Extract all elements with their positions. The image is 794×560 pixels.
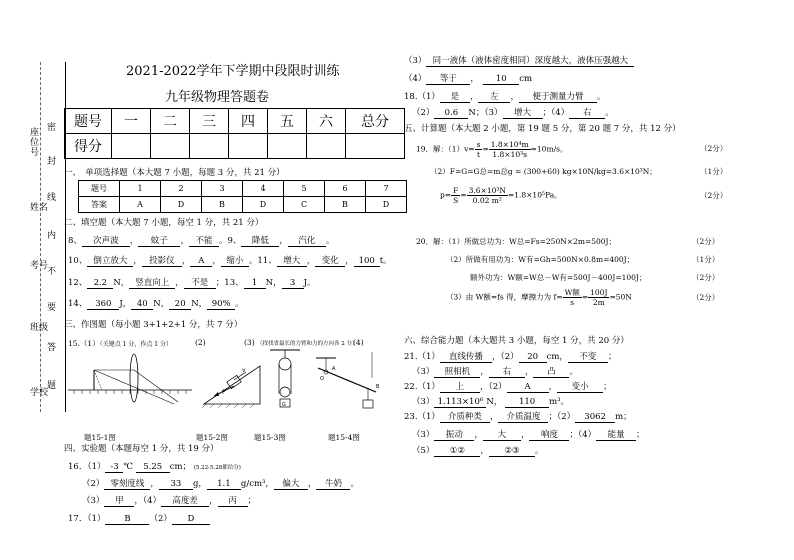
- mc-cell: 7: [366, 181, 407, 197]
- score-cell: 六: [307, 109, 346, 134]
- mc-cell: 4: [243, 181, 284, 197]
- q17-line: 17．（1） B （2） D: [68, 512, 210, 525]
- answer-blank: 上: [440, 380, 480, 393]
- answer-blank: 1.113×10⁶: [434, 397, 486, 408]
- mc-cell: 答案: [79, 197, 120, 213]
- mc-answer: A: [120, 197, 161, 213]
- score-entry[interactable]: [346, 134, 405, 159]
- mc-cell: 2: [161, 181, 202, 197]
- score-cell: 总分: [346, 109, 405, 134]
- label-name: 姓名: [30, 203, 49, 213]
- q20-score4: （2分）: [692, 293, 720, 302]
- pulley-diagram: [268, 348, 302, 412]
- answer-blank: 降低: [241, 234, 279, 247]
- section1-heading: 一、 单项选择题（本大题 7 小题，每题 3 分，共 21 分）: [64, 168, 285, 178]
- score-cell: 四: [229, 109, 268, 134]
- score-cell: 五: [268, 109, 307, 134]
- answer-blank: A: [190, 256, 212, 267]
- score-entry[interactable]: [151, 134, 190, 159]
- answer-blank: 投影仪: [142, 254, 182, 267]
- q21-2-line: （3） 照相机 ， 右 ， 凸 。: [412, 367, 578, 377]
- lens-icon: [130, 354, 138, 402]
- q20-score3: （2分）: [692, 273, 720, 282]
- q23-1-line: 23.（1） 介质种类 ， 介质温度 ；（2） 3062 m；: [404, 412, 632, 422]
- q15-4-label: (4): [353, 338, 364, 347]
- q20-line1: 20．解：（1）所做总功为：W总=Fs=250N×2m=500J；: [416, 237, 617, 246]
- lever-diagram: [310, 348, 384, 412]
- seal-char-3: 线: [47, 193, 57, 203]
- exam-title: 2021-2022学年下学期中段限时训练: [126, 64, 340, 79]
- q21-1-line: 21.（1） 直线传播 ，（2） 20 cm， 不变 ；: [404, 352, 617, 362]
- answer-blank: 高度差: [161, 494, 209, 507]
- mc-cell: 1: [120, 181, 161, 197]
- q15-2-label: (2): [195, 338, 206, 347]
- q17-4-line: （4） 等于 ， 10 cm: [404, 74, 533, 84]
- answer-blank: 不变: [568, 350, 608, 363]
- answer-blank: 变化: [315, 254, 345, 267]
- score-cell: 三: [190, 109, 229, 134]
- incline-diagram: [200, 348, 264, 410]
- label-class: 班级: [30, 323, 49, 333]
- answer-blank: 右: [489, 365, 525, 378]
- answer-blank: 缩小: [221, 254, 249, 267]
- answer-blank: 牛奶: [316, 477, 350, 490]
- answer-blank: 甲: [104, 494, 134, 507]
- section4-heading: 四、实验题（本题每空 1 分，共 19 分）: [64, 444, 219, 454]
- seal-char-1: 密: [47, 123, 57, 133]
- velocity-label: v: [242, 367, 246, 374]
- mc-answer: C: [284, 197, 325, 213]
- q23-2-line: （3） 振动 ， 大 ， 响度 ；（4） 能量 ；: [412, 430, 645, 440]
- answer-blank: D: [172, 514, 210, 525]
- score-entry[interactable]: [112, 134, 151, 159]
- answer-blank: 左: [478, 90, 510, 103]
- q18-2-line: （2） 0.6 N；（3） 增大 ；（4） 右 。: [412, 108, 614, 118]
- q20-line2: （2）所做有用功为：W有=Gh=500N×0.8m=400J；: [446, 255, 635, 264]
- seal-char-8: 题: [47, 381, 57, 391]
- mc-answer: B: [325, 197, 366, 213]
- answer-blank: ②③: [489, 446, 535, 457]
- mc-answer-table: [78, 180, 407, 213]
- q19-score3: （2分）: [700, 191, 728, 200]
- score-entry[interactable]: [268, 134, 307, 159]
- answer-blank: 1.1: [207, 479, 241, 490]
- answer-blank: 10: [483, 74, 519, 85]
- seal-char-6: 要: [47, 303, 57, 313]
- answer-blank: 360: [87, 299, 119, 310]
- q15-label: 15.（1）（关键点 1 分，作点 1 分）: [68, 339, 172, 348]
- answer-blank: 5.25: [136, 462, 170, 473]
- answer-blank: 能量: [596, 428, 636, 441]
- answer-blank: 20: [519, 352, 547, 363]
- answer-blank: 响度: [529, 428, 569, 441]
- score-cell: 一: [112, 109, 151, 134]
- q19-score2: （1分）: [700, 167, 728, 176]
- answer-blank: 同一液体（液体密度相同）深度越大，液体压强越大: [426, 54, 634, 67]
- mc-cell: 题号: [79, 181, 120, 197]
- answer-blank: 20: [169, 299, 191, 310]
- answer-blank: 110: [505, 397, 549, 408]
- section2-heading: 二、填空题（本大题 7 小题，每空 1 分，共 21 分）: [64, 218, 264, 228]
- answer-blank: 倒立放大: [87, 254, 133, 267]
- q23-3-line: （5） ①② ， ②③ 。: [412, 446, 544, 456]
- answer-blank: 33: [159, 479, 193, 490]
- answer-blank: 次声波: [82, 234, 130, 247]
- caption-15-2: 题15-2图: [196, 433, 228, 442]
- q12-line: 12、 2.2 N， 竖直向上 ， 不是 ；13、 1 N， 3 J。: [68, 278, 316, 288]
- weight-label: G: [282, 402, 286, 408]
- answer-blank: 3: [282, 278, 304, 289]
- answer-blank: 凸: [533, 365, 569, 378]
- q16-1-line: 16．（1） -3 ℃ 5.25 cm； (5.22-5.28都给分): [68, 462, 241, 472]
- q14-line: 14、 360 J， 40 N， 20 N， 90% 。: [68, 299, 244, 309]
- seal-char-2: 封: [47, 157, 57, 167]
- score-table: [64, 108, 405, 159]
- answer-blank: 是: [440, 90, 470, 103]
- score-cell: 题号: [65, 109, 112, 134]
- q20-line3: 额外功为：W额=W总－W有=500J－400J=100J；: [470, 273, 647, 282]
- answer-blank: -3: [105, 462, 123, 473]
- mc-answer: D: [161, 197, 202, 213]
- answer-blank: 变小: [557, 380, 603, 393]
- answer-blank: 90%: [207, 299, 235, 310]
- q22-1-line: 22.（1） 上 ，（2） A ， 变小 ；: [404, 382, 612, 392]
- q20-score1: （2分）: [692, 237, 720, 246]
- answer-blank: ①②: [434, 446, 480, 457]
- q17-3-line: （3） 同一液体（液体密度相同）深度越大，液体压强越大: [404, 54, 634, 67]
- answer-blank: 照相机: [434, 365, 480, 378]
- answer-blank: 介质温度: [498, 410, 548, 423]
- mc-cell: 5: [284, 181, 325, 197]
- answer-blank: 直线传播: [440, 350, 492, 363]
- section6-heading: 六、综合能力题（本大题共 3 小题，每空 1 分，共 20 分）: [404, 336, 629, 346]
- answer-blank: 丙: [218, 494, 248, 507]
- answer-blank: 3062: [575, 412, 615, 423]
- answer-blank: 零刻度线: [104, 477, 150, 490]
- answer-blank: 蚊子: [138, 234, 180, 247]
- q19-score1: （2分）: [700, 144, 728, 153]
- answer-blank: 大: [483, 428, 521, 441]
- score-entry[interactable]: [190, 134, 229, 159]
- mc-cell: 3: [202, 181, 243, 197]
- q19-line2: （2）F=G=G总=m总g = (300+60) kg×10N/kg=3.6×10³N；: [430, 167, 657, 176]
- answer-blank: 汽化: [288, 234, 326, 247]
- q20-line4: （3）由 W额=fs 得，摩擦力为 f= $\frac{\text{W额}}{s}$ = $\frac{100J}{2m}$ =50N: [446, 288, 632, 307]
- label-seat-number: 座位号: [30, 128, 40, 158]
- q22-2-line: （3） 1.113×10⁶ N， 110 m³。: [412, 397, 570, 407]
- answer-blank: 右: [569, 106, 605, 119]
- score-entry[interactable]: [307, 134, 346, 159]
- section5-heading: 五、计算题（本大题 2 小题，第 19 题 5 分，第 20 题 7 分，共 12 分）: [404, 124, 681, 134]
- answer-blank: 等于: [426, 72, 470, 85]
- point-b-label: B: [376, 384, 380, 390]
- q16-2-line: （2） 零刻度线 ， 33 g， 1.1 g/cm³， 偏大 ， 牛奶 。: [82, 479, 359, 489]
- answer-blank: 1: [244, 278, 266, 289]
- answer-blank: 增大: [503, 106, 543, 119]
- answer-blank: 0.6: [434, 108, 468, 119]
- seal-char-4: 内: [47, 231, 57, 241]
- answer-blank: 不能: [189, 234, 219, 247]
- answer-blank: 40: [131, 299, 153, 310]
- caption-15-1: 题15-1图: [84, 433, 116, 442]
- q19-line3: p= $\frac{F}{S}$ = $\frac{\text{3.6×10³N}}{\text{0.02 m²}}$ =1.8×10⁵Pa。: [440, 186, 562, 205]
- mc-answer: D: [243, 197, 284, 213]
- pulley-icon: [279, 358, 291, 370]
- answer-blank: 2.2: [87, 278, 113, 289]
- caption-15-3: 题15-3图: [254, 433, 286, 442]
- q15-3-label: (3) （找找省最长的力臂和力的方向各 2 分）: [244, 338, 358, 347]
- seal-char-5: 不: [47, 267, 57, 277]
- force-label: F: [222, 389, 226, 396]
- mc-answer: D: [366, 197, 407, 213]
- exam-subtitle: 九年级物理答题卷: [165, 90, 270, 105]
- pivot-label: O: [320, 376, 324, 382]
- label-school: 学校: [30, 388, 49, 398]
- answer-blank: 介质种类: [440, 410, 490, 423]
- answer-blank: 振动: [434, 428, 474, 441]
- seal-line-left: [40, 62, 42, 412]
- label-exam-number: 考号: [30, 261, 49, 271]
- caption-15-4: 题15-4图: [328, 433, 360, 442]
- answer-blank: A: [507, 382, 549, 393]
- point-a-label: A: [332, 366, 336, 372]
- section3-heading: 三、作图题（每小题 3+1+2+1 分，共 7 分）: [64, 320, 243, 330]
- q16-3-line: （3） 甲 ，（4） 高度差 ， 丙 ；: [82, 496, 257, 506]
- score-entry[interactable]: [229, 134, 268, 159]
- q8-line: 8、 次声波 ， 蚊子 ， 不能 。9、 降低 ， 汽化 。: [68, 236, 335, 246]
- mc-answer: B: [202, 197, 243, 213]
- score-cell: 得分: [65, 134, 112, 159]
- lens-diagram: [68, 348, 192, 410]
- mc-cell: 6: [325, 181, 366, 197]
- q20-score2: （1分）: [692, 255, 720, 264]
- answer-blank: B: [105, 514, 149, 525]
- answer-blank: 偏大: [274, 477, 308, 490]
- score-cell: 二: [151, 109, 190, 134]
- q19-line1: 19．解：（1）v= $\frac{s}{t}$ = $\frac{\text{1.8×10⁴m}}{\text{1.8×10³s}}$ =10m/s。: [416, 140, 568, 159]
- answer-blank: 100: [354, 256, 380, 267]
- answer-blank: 便于测量力臂: [519, 90, 597, 103]
- answer-blank: 不是: [184, 276, 216, 289]
- answer-blank: 竖直向上: [129, 276, 175, 289]
- q18-1-line: 18.（1） 是 ， 左 ， 便于测量力臂 。: [404, 92, 606, 102]
- q10-line: 10、 倒立放大 ， 投影仪 ， A ， 缩小 。11、 增大 ， 变化 ， 100 t。: [68, 256, 392, 266]
- answer-blank: 增大: [277, 254, 307, 267]
- seal-char-7: 答: [47, 343, 57, 353]
